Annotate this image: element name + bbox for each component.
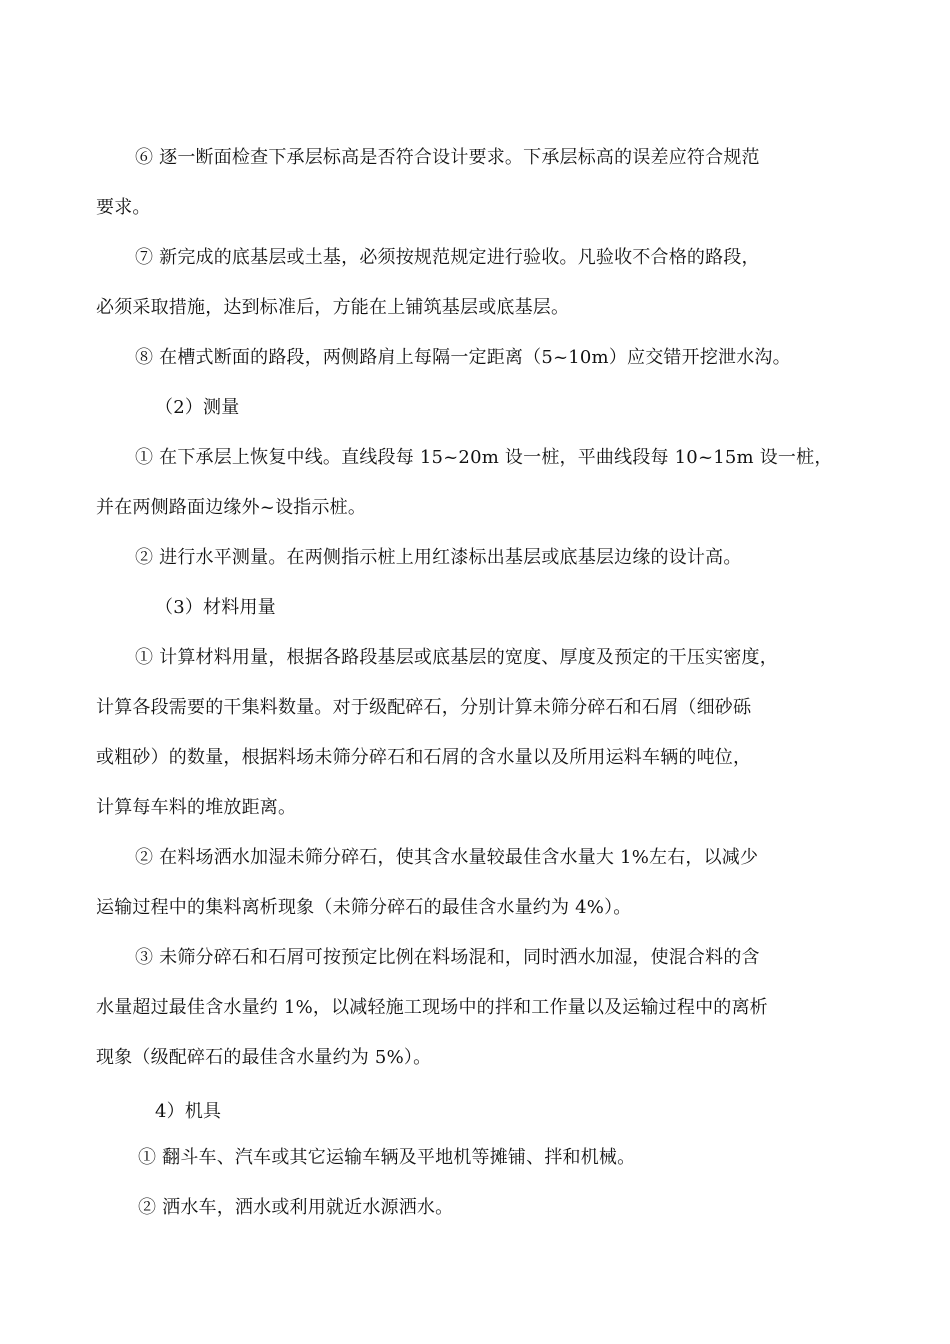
section-heading: （3）材料用量: [155, 597, 276, 618]
text-line: ① 计算材料用量，根据各路段基层或底基层的宽度、厚度及预定的干压实密度，: [135, 647, 778, 668]
text-line: 并在两侧路面边缘外~设指示桩。: [96, 497, 367, 518]
text-line: ② 在料场洒水加湿未筛分碎石，使其含水量较最佳含水量大 1%左右，以减少: [135, 847, 759, 868]
text-line: ⑧ 在槽式断面的路段，两侧路肩上每隔一定距离（5~10m）应交错开挖泄水沟。: [135, 347, 791, 368]
text-line: ③ 未筛分碎石和石屑可按预定比例在料场混和，同时洒水加湿，使混合料的含: [135, 947, 760, 968]
text-line: 现象（级配碎石的最佳含水量约为 5%）。: [96, 1047, 432, 1068]
text-line: ① 翻斗车、汽车或其它运输车辆及平地机等摊铺、拌和机械。: [138, 1147, 636, 1168]
text-line: ① 在下承层上恢复中线。直线段每 15~20m 设一桩，平曲线段每 10~15m 设一桩，: [135, 447, 833, 468]
text-line: ② 进行水平测量。在两侧指示桩上用红漆标出基层或底基层边缘的设计高。: [135, 547, 742, 568]
section-heading: 4）机具: [155, 1101, 222, 1122]
text-line: 要求。: [96, 197, 151, 218]
text-line: 运输过程中的集料离析现象（未筛分碎石的最佳含水量约为 4%）。: [96, 897, 632, 918]
text-line: 水量超过最佳含水量约 1%，以减轻施工现场中的拌和工作量以及运输过程中的离析: [96, 997, 768, 1018]
text-line: 计算各段需要的干集料数量。对于级配碎石，分别计算未筛分碎石和石屑（细砂砾: [96, 697, 752, 718]
text-line: ② 洒水车，洒水或利用就近水源洒水。: [138, 1197, 454, 1218]
text-line: ⑥ 逐一断面检查下承层标高是否符合设计要求。下承层标高的误差应符合规范: [135, 147, 760, 168]
text-line: ⑦ 新完成的底基层或土基，必须按规范规定进行验收。凡验收不合格的路段，: [135, 247, 760, 268]
text-line: 计算每车料的堆放距离。: [96, 797, 297, 818]
section-heading: （2）测量: [155, 397, 240, 418]
text-line: 必须采取措施，达到标准后，方能在上铺筑基层或底基层。: [96, 297, 570, 318]
text-line: 或粗砂）的数量，根据料场未筛分碎石和石屑的含水量以及所用运料车辆的吨位，: [96, 747, 752, 768]
